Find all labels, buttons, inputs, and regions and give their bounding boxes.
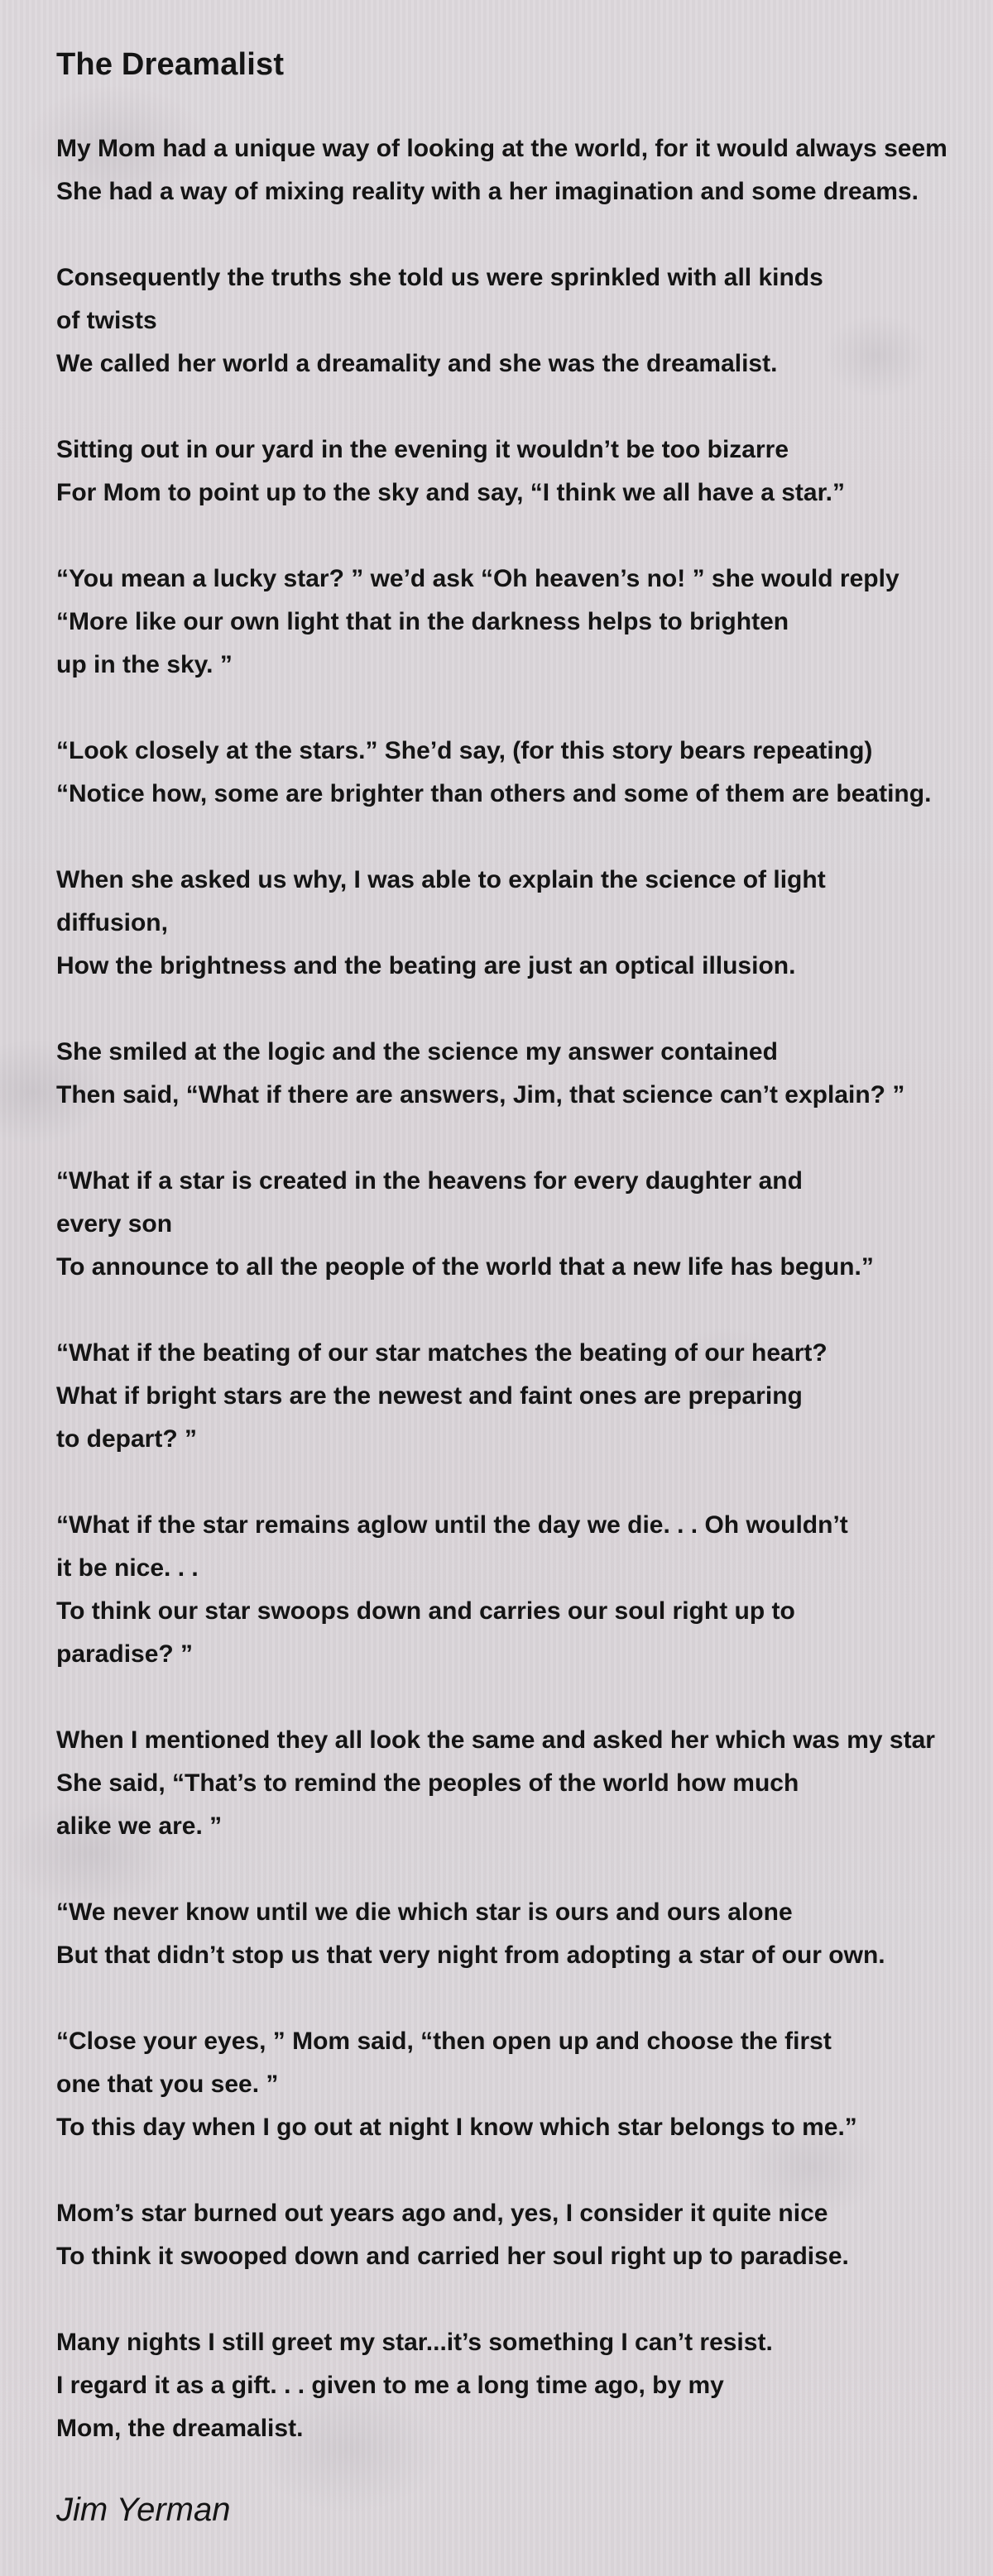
poem-line: To announce to all the people of the world that a new life has begun.” — [56, 1253, 874, 1281]
poem-line: of twists — [56, 307, 157, 334]
poem-line: “What if the beating of our star matches the beating of our heart? — [56, 1339, 828, 1367]
stanza — [56, 1891, 993, 1977]
stanza — [56, 2192, 993, 2278]
poem-line: To think our star swoops down and carries our soul right up to — [56, 1597, 795, 1625]
poem-title: The Dreamalist — [56, 47, 285, 82]
poem-line: But that didn’t stop us that very night from adopting a star of our own. — [56, 1942, 885, 1969]
poem-line: When I mentioned they all look the same and asked her which was my star — [56, 1726, 935, 1754]
poem-line: What if bright stars are the newest and faint ones are preparing — [56, 1382, 803, 1410]
stanza — [56, 127, 993, 213]
poem-line: “Look closely at the stars.” She’d say, (for this story bears repeating) — [56, 737, 873, 764]
stanza — [56, 1504, 993, 1676]
stanza — [56, 256, 993, 385]
poem-line: to depart? ” — [56, 1425, 197, 1453]
poem-line: I regard it as a gift. . . given to me a long time ago, by my — [56, 2372, 724, 2399]
stanza — [56, 2321, 993, 2450]
stanza — [56, 1719, 993, 1848]
poem-line: “We never know until we die which star is ours and ours alone — [56, 1898, 793, 1926]
poem-line: one that you see. ” — [56, 2071, 279, 2098]
stanza — [56, 730, 993, 816]
poem-line: When she asked us why, I was able to explain the science of light — [56, 866, 826, 893]
poem-line: She had a way of mixing reality with a her imagination and some dreams. — [56, 178, 919, 205]
stanza — [56, 2020, 993, 2149]
poem-line: up in the sky. ” — [56, 651, 233, 678]
poem-line: To this day when I go out at night I know which star belongs to me.” — [56, 2114, 857, 2141]
poem-line: “Close your eyes, ” Mom said, “then open up and choose the first — [56, 2028, 832, 2055]
poem-line: paradise? ” — [56, 1640, 194, 1668]
poem-line: Then said, “What if there are answers, Jim, that science can’t explain? ” — [56, 1081, 905, 1108]
poem-line: it be nice. . . — [56, 1554, 199, 1582]
stanza — [56, 429, 993, 515]
stanza — [56, 1332, 993, 1461]
poem-line: every son — [56, 1210, 173, 1238]
poem-line: Mom, the dreamalist. — [56, 2415, 304, 2442]
poem-line: She smiled at the logic and the science my answer contained — [56, 1038, 778, 1065]
stanza — [56, 558, 993, 687]
poem-stanzas — [56, 127, 993, 2450]
poem-line: diffusion, — [56, 909, 168, 936]
poem-line: Many nights I still greet my star...it’s something I can’t resist. — [56, 2329, 773, 2356]
poem-line: How the brightness and the beating are just an optical illusion. — [56, 952, 796, 979]
poem-line: “Notice how, some are brighter than others and some of them are beating. — [56, 780, 932, 807]
poem-body — [56, 41, 993, 2493]
poem-line: Sitting out in our yard in the evening it wouldn’t be too bizarre — [56, 436, 789, 463]
poem-author: Jim Yerman — [56, 2492, 231, 2528]
poem-line: To think it swooped down and carried her soul right up to paradise. — [56, 2243, 849, 2270]
poem-line: We called her world a dreamality and she was the dreamalist. — [56, 350, 778, 377]
poem-line: My Mom had a unique way of looking at the world, for it would always seem — [56, 135, 947, 162]
stanza — [56, 1031, 993, 1117]
poem-line: alike we are. ” — [56, 1812, 223, 1840]
poem-line: “What if the star remains aglow until the day we die. . . Oh wouldn’t — [56, 1511, 848, 1539]
poem-line: “What if a star is created in the heavens for every daughter and — [56, 1167, 803, 1195]
stanza — [56, 1160, 993, 1289]
poem-line: “You mean a lucky star? ” we’d ask “Oh heaven’s no! ” she would reply — [56, 565, 899, 592]
poem-line: “More like our own light that in the darkness helps to brighten — [56, 608, 789, 635]
poem-line: She said, “That’s to remind the peoples of the world how much — [56, 1769, 799, 1797]
poem-line: Mom’s star burned out years ago and, yes, I consider it quite nice — [56, 2200, 828, 2227]
poem-line: For Mom to point up to the sky and say, “I think we all have a star.” — [56, 479, 845, 506]
poem-line: Consequently the truths she told us were sprinkled with all kinds — [56, 264, 823, 291]
stanza — [56, 859, 993, 988]
